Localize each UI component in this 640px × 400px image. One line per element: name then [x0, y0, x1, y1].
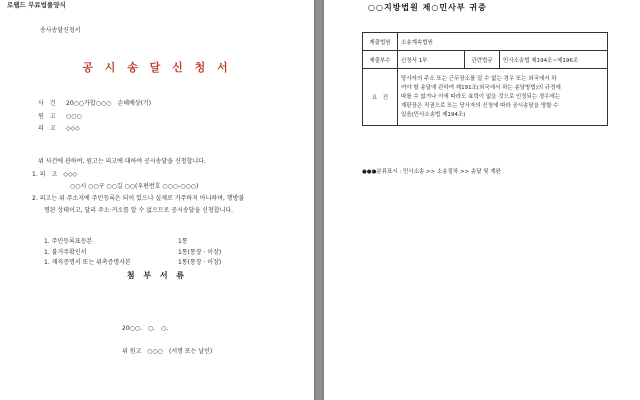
- plaintiff-label: 원 고: [38, 113, 56, 120]
- requirement-line: 있음(민사소송법 제194조): [401, 111, 466, 118]
- info-table: [362, 32, 608, 126]
- table-cell: 신청서 1부: [398, 51, 465, 69]
- attachment-name: 1. 재직증명서 또는 위촉증명사본: [44, 259, 131, 266]
- table-row: [363, 51, 608, 69]
- requirement-line: 재판장은 직권으로 또는 당사자의 신청에 따라 공시송달을 명할 수: [401, 102, 559, 109]
- item-1-address: ○○시 ○○구 ○○길 ○○(우편번호 ○○○-○○○): [70, 183, 199, 190]
- attachment-name: 1. 주민등록표등본: [44, 238, 93, 245]
- requirements-cell: [398, 69, 608, 126]
- plaintiff-value: ○○○: [66, 113, 82, 120]
- item-2-line-1: 2. 피고는 위 주소지에 주민등록은 되어 있으나 실제로 거주하지 아니하며, 행방불: [32, 195, 245, 202]
- requirement-line: 당사자의 주소 또는 근무장소를 알 수 없는 경우 또는 외국에서 하: [401, 75, 557, 82]
- defendant-value: ◇◇◇: [66, 125, 80, 132]
- table-row: [363, 69, 608, 126]
- attachment-count: 1통: [178, 238, 188, 245]
- item-2-line-2: 명된 상태이고, 달리 주소·거소를 알 수 없으므로 공시송달을 신청합니다.: [44, 207, 234, 214]
- category-path: ●●●분류표시 : 민사소송 >> 소송절차 >> 송달 및 계완: [362, 169, 501, 175]
- table-header-cell: 요 건: [363, 69, 398, 126]
- item-1-heading: 1. 피 고 ◇◇◇: [32, 171, 78, 178]
- form-name: 송사송달신청서: [40, 27, 81, 34]
- document-page-left: [0, 0, 314, 400]
- attachment-count: 1통(통장 · 이장): [178, 259, 222, 266]
- court-title: ○○지방법원 제○민사부 귀중: [368, 3, 487, 12]
- intro-text: 위 사건에 관하여, 원고는 피고에 대하여 공시송달을 신청합니다.: [38, 158, 206, 165]
- requirement-line: 여야 할 송달에 관하여 제191조(외국에서 하는 송달방법)의 규정에: [401, 84, 561, 91]
- table-cell: 소송계속법원: [398, 33, 608, 51]
- page-title: 공 시 송 달 신 청 서: [82, 61, 232, 74]
- requirement-line: 따를 수 없거나 이에 따라도 효력이 없을 것으로 인정되는 경우에는: [401, 93, 561, 100]
- table-cell: 민사소송법 제194조~제196조: [500, 51, 608, 69]
- attachment-name: 1. 불거주확인서: [44, 249, 87, 256]
- date-line: 20○○. ○. ○.: [122, 325, 169, 332]
- case-label: 사 건: [38, 100, 56, 107]
- attachments-heading: 첨 부 서 류: [126, 271, 188, 280]
- signature-line: 위 원고 ○○○ (서명 또는 날인): [122, 348, 213, 355]
- defendant-label: 피 고: [38, 125, 56, 132]
- table-header-cell: 제출법원: [363, 33, 398, 51]
- case-value: 20○○가합○○○ 손해배상(기): [66, 100, 152, 107]
- table-header-cell: 제출부수: [363, 51, 398, 69]
- document-page-right: [324, 0, 640, 400]
- attachment-count: 1통(통장 · 이장): [178, 249, 222, 256]
- brand-label: 로웹드 무료법률양식: [7, 1, 66, 9]
- table-row: [363, 33, 608, 51]
- table-header-cell: 관련법규: [465, 51, 500, 69]
